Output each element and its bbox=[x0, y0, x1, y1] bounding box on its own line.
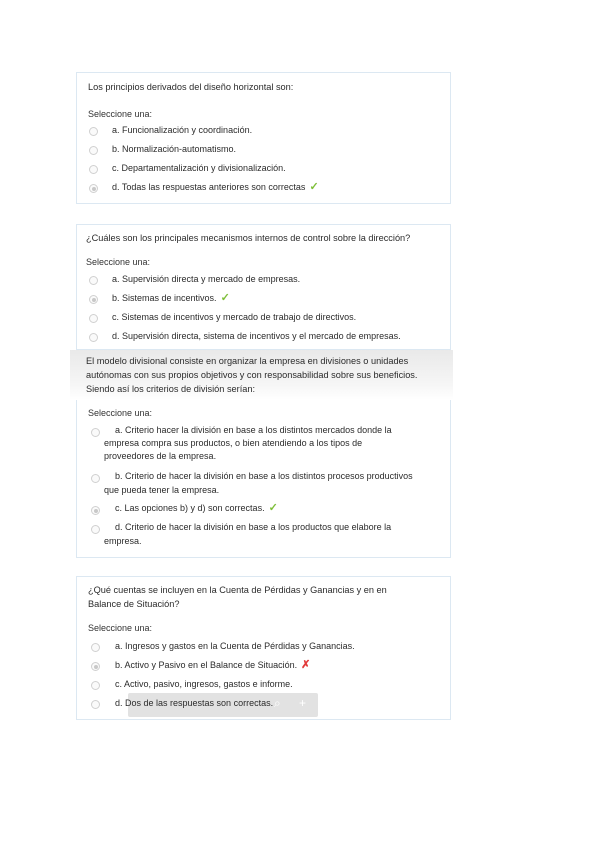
option-d-line[interactable]: d. Criterio de hacer la división en base a los productos que elabore la bbox=[115, 522, 392, 532]
incorrect-cross-icon: ✗ bbox=[301, 659, 311, 671]
zoom-icon[interactable]: ⌕ bbox=[274, 696, 281, 710]
option-label: d. Todas las respuestas anteriores son correctas bbox=[112, 182, 306, 192]
option-b-line[interactable]: b. Criterio de hacer la división en base a los distintos procesos productivos bbox=[115, 471, 413, 481]
radio-button[interactable] bbox=[89, 333, 98, 342]
option-b[interactable] bbox=[112, 292, 230, 306]
option-label: b. Activo y Pasivo en el Balance de Situación. bbox=[115, 660, 298, 670]
radio-button-selected[interactable] bbox=[91, 506, 100, 515]
option-d[interactable]: d. Dos de las respuestas son correctas. bbox=[115, 698, 274, 708]
radio-button[interactable] bbox=[91, 428, 100, 437]
question-line: Balance de Situación? bbox=[88, 599, 180, 609]
option-a[interactable]: a. Supervisión directa y mercado de empresas. bbox=[112, 274, 301, 284]
select-prompt: Seleccione una: bbox=[88, 109, 153, 119]
option-c[interactable] bbox=[115, 502, 278, 516]
option-b[interactable]: b. Normalización-automatismo. bbox=[112, 144, 237, 154]
option-b-line[interactable]: que pueda tener la empresa. bbox=[104, 485, 220, 495]
option-a[interactable]: a. Ingresos y gastos en la Cuenta de Pérdidas y Ganancias. bbox=[115, 641, 355, 651]
select-prompt: Seleccione una: bbox=[86, 257, 151, 267]
option-c[interactable]: c. Departamentalización y divisionalización. bbox=[112, 163, 286, 173]
option-a-line[interactable]: empresa compra sus productos, o bien atendiendo a los tipos de bbox=[104, 438, 363, 448]
select-prompt: Seleccione una: bbox=[88, 623, 153, 633]
radio-button-selected[interactable] bbox=[89, 295, 98, 304]
radio-button-selected[interactable] bbox=[91, 662, 100, 671]
option-d[interactable] bbox=[112, 181, 319, 195]
radio-button[interactable] bbox=[89, 276, 98, 285]
radio-button[interactable] bbox=[89, 127, 98, 136]
option-label: c. Las opciones b) y d) son correctas. bbox=[115, 503, 265, 513]
radio-button[interactable] bbox=[91, 525, 100, 534]
plus-icon[interactable]: + bbox=[299, 696, 307, 710]
radio-button[interactable] bbox=[91, 643, 100, 652]
correct-check-icon: ✓ bbox=[220, 292, 230, 304]
radio-button[interactable] bbox=[89, 165, 98, 174]
option-a-line[interactable]: proveedores de la empresa. bbox=[104, 451, 217, 461]
radio-button-selected[interactable] bbox=[89, 184, 98, 193]
question-line: El modelo divisional consiste en organizar la empresa en divisiones o unidades bbox=[86, 356, 409, 366]
question-line: autónomas con sus propios objetivos y con responsabilidad sobre sus beneficios. bbox=[86, 370, 418, 380]
radio-button[interactable] bbox=[89, 314, 98, 323]
select-prompt: Seleccione una: bbox=[88, 408, 153, 418]
option-label: b. Sistemas de incentivos. bbox=[112, 293, 217, 303]
correct-check-icon: ✓ bbox=[309, 181, 319, 193]
option-a[interactable]: a. Funcionalización y coordinación. bbox=[112, 125, 253, 135]
option-b[interactable] bbox=[115, 659, 310, 673]
question-line: Siendo así los criterios de división serían: bbox=[86, 384, 256, 394]
radio-button[interactable] bbox=[91, 474, 100, 483]
question-text: ¿Cuáles son los principales mecanismos internos de control sobre la dirección? bbox=[86, 233, 411, 243]
question-line: ¿Qué cuentas se incluyen en la Cuenta de Pérdidas y Ganancias y en en bbox=[88, 585, 387, 595]
option-c[interactable]: c. Sistemas de incentivos y mercado de trabajo de directivos. bbox=[112, 312, 357, 322]
correct-check-icon: ✓ bbox=[268, 502, 278, 514]
radio-button[interactable] bbox=[89, 146, 98, 155]
question-text: Los principios derivados del diseño horizontal son: bbox=[88, 82, 294, 92]
option-a-line[interactable]: a. Criterio hacer la división en base a los distintos mercados donde la bbox=[115, 425, 392, 435]
option-d-line[interactable]: empresa. bbox=[104, 536, 142, 546]
option-c[interactable]: c. Activo, pasivo, ingresos, gastos e informe. bbox=[115, 679, 293, 689]
radio-button[interactable] bbox=[91, 681, 100, 690]
radio-button[interactable] bbox=[91, 700, 100, 709]
option-d[interactable]: d. Supervisión directa, sistema de incentivos y el mercado de empresas. bbox=[112, 331, 401, 341]
